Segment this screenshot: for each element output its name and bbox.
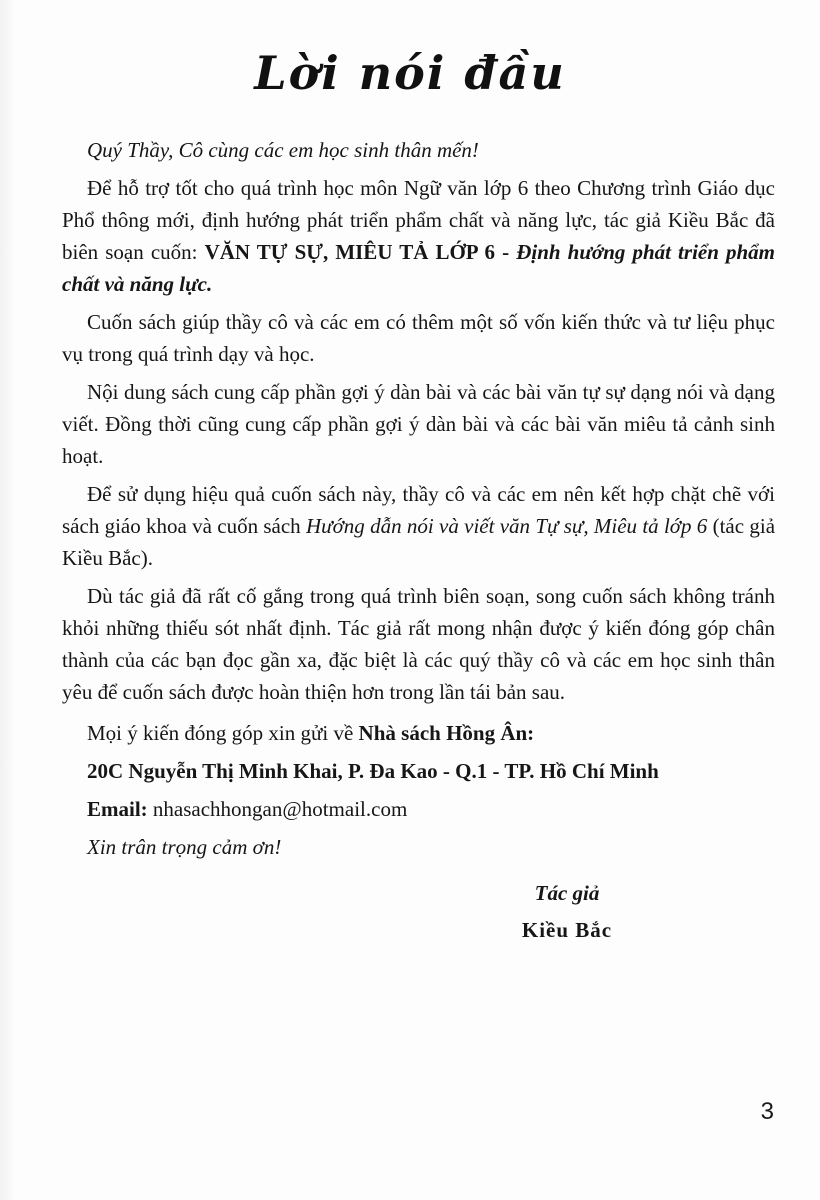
scan-edge-shading [0,0,16,1200]
content-overview-paragraph: Nội dung sách cung cấp phần gợi ý dàn bài và các bài văn tự sự dạng nói và dạng viết. Đồng thời cũng cung cấp phần gợi ý dàn bài và các bài văn miêu tả cảnh sinh hoạt. [62,380,775,468]
usage-text-1: Để sử dụng hiệu quả cuốn sách này, thầy cô và các em nên kết hợp chặt chẽ với sách giáo khoa và cuốn sách [62,482,775,538]
usage-paragraph [62,478,775,574]
feedback-text: Mọi ý kiến đóng góp xin gửi về [87,721,359,745]
signature-block [452,875,682,949]
bookstore-name-bold: Nhà sách Hồng Ân: [358,721,535,745]
companion-book-title-italic: Hướng dẫn nói và viết văn Tự sự, Miêu tả lớp 6 [305,514,708,538]
signature-role: Tác giả [534,881,600,905]
book-title-bold: VĂN TỰ SỰ, MIÊU TẢ LỚP 6 - [204,240,517,264]
book-subtitle-bold-italic: Định hướng phát triển phẩm chất và năng lực. [62,240,776,296]
purpose-paragraph: Cuốn sách giúp thầy cô và các em có thêm một số vốn kiến thức và tư liệu phục vụ trong quá trình dạy và học. [62,310,775,366]
intro-text: Để hỗ trợ tốt cho quá trình học môn Ngữ văn lớp 6 theo Chương trình Giáo dục Phổ thông mới, định hướng phát triển phẩm chất và năng lực, tác giả Kiều Bắc đã biên soạn cuốn: [62,176,775,264]
email-label: Email: [87,797,148,821]
page-title: Lời nói đầu [254,46,566,100]
page-number: 3 [760,1098,774,1125]
signature-author-name: Kiều Bắc [521,918,613,942]
usage-text-2: (tác giả Kiều Bắc). [62,514,776,570]
feedback-paragraph [62,717,775,749]
thanks-line: Xin trân trọng cảm ơn! [87,835,282,859]
apology-paragraph: Dù tác giả đã rất cố gắng trong quá trình biên soạn, song cuốn sách không tránh khỏi những thiếu sót nhất định. Tác giả rất mong nhận được ý kiến đóng góp chân thành của các bạn đọc gần xa, đặc biệt là các quý thầy cô và các em học sinh thân yêu để cuốn sách được hoàn thiện hơn trong lần tái bản sau. [62,584,775,704]
email-line [62,793,775,825]
intro-paragraph [62,172,775,300]
bookstore-address: 20C Nguyễn Thị Minh Khai, P. Đa Kao - Q.1 - TP. Hồ Chí Minh [87,759,659,783]
foreword-body [62,134,775,949]
email-address: nhasachhongan@hotmail.com [152,797,408,821]
greeting-paragraph: Quý Thầy, Cô cùng các em học sinh thân mến! [87,138,479,162]
